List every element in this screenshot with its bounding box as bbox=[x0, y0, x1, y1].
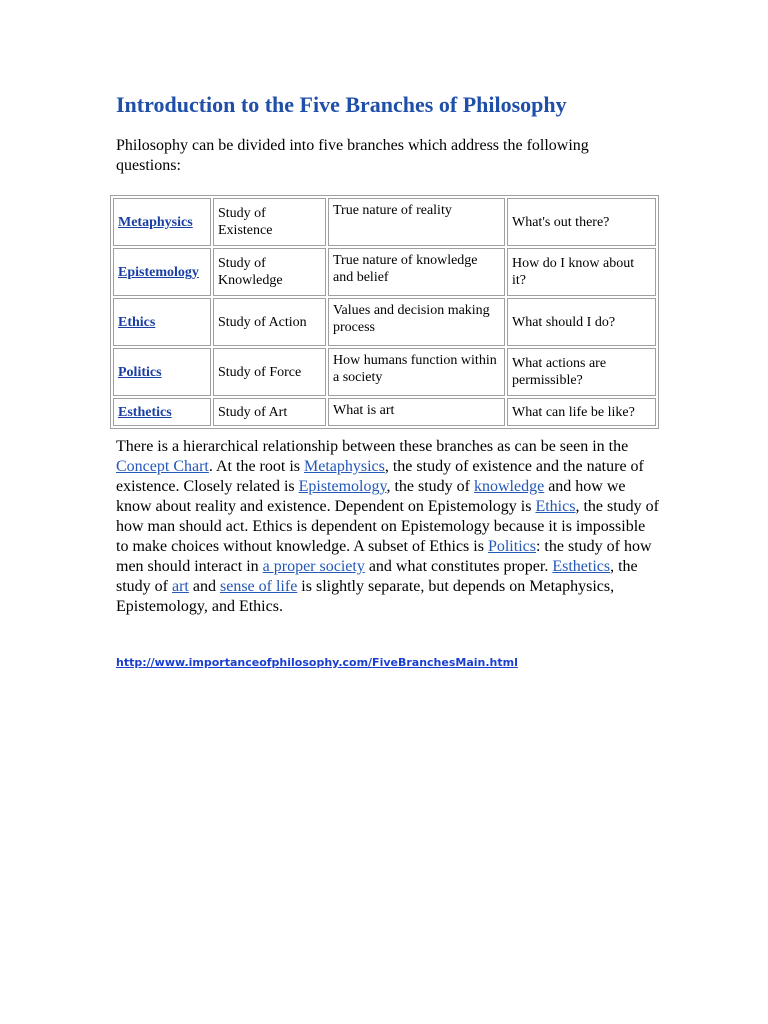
study-cell: Study of Existence bbox=[213, 198, 326, 246]
paragraph-text: and how we know about reality and existence. Dependent on Epistemology is bbox=[116, 478, 626, 515]
branch-cell bbox=[113, 248, 211, 296]
branch-link-metaphysics[interactable]: Metaphysics bbox=[118, 214, 193, 230]
question-cell: What can life be like? bbox=[507, 398, 656, 426]
paragraph-text: is slightly separate, but depends on Metaphysics, Epistemology, and Ethics. bbox=[116, 578, 615, 615]
ethics-link[interactable]: Ethics bbox=[535, 498, 576, 515]
esthetics-link[interactable]: Esthetics bbox=[552, 558, 611, 575]
proper-society-link[interactable]: a proper society bbox=[262, 558, 365, 575]
branches-table bbox=[110, 195, 659, 429]
study-cell: Study of Action bbox=[213, 298, 326, 346]
branch-link-esthetics[interactable]: Esthetics bbox=[118, 404, 172, 420]
source-url-link[interactable]: http://www.importanceofphilosophy.com/FiveBranchesMain.html bbox=[116, 656, 518, 669]
art-link[interactable]: art bbox=[172, 578, 189, 595]
intro-paragraph: Philosophy can be divided into five branches which address the following questions: bbox=[116, 137, 589, 174]
study-cell: Study of Art bbox=[213, 398, 326, 426]
branch-cell bbox=[113, 398, 211, 426]
nature-cell: What is art bbox=[328, 398, 505, 426]
paragraph-text: : the study of how men should interact in bbox=[116, 538, 652, 575]
nature-cell: True nature of reality bbox=[328, 198, 505, 246]
hierarchy-paragraph bbox=[116, 437, 661, 617]
branch-cell bbox=[113, 348, 211, 396]
politics-link[interactable]: Politics bbox=[487, 538, 536, 555]
paragraph-text: There is a hierarchical relationship between these branches as can be seen in the bbox=[116, 438, 629, 455]
sense-of-life-link[interactable]: sense of life bbox=[219, 578, 298, 595]
study-cell: Study of Force bbox=[213, 348, 326, 396]
paragraph-text: , the study of how man should act. Ethics is dependent on Epistemology because it is impossible to make choices without knowledge. A subset of Ethics is bbox=[116, 498, 659, 555]
epistemology-link[interactable]: Epistemology bbox=[298, 478, 387, 495]
nature-cell: How humans function within a society bbox=[328, 348, 505, 396]
nature-cell: True nature of knowledge and belief bbox=[328, 248, 505, 296]
branch-link-epistemology[interactable]: Epistemology bbox=[118, 264, 199, 280]
knowledge-link[interactable]: knowledge bbox=[474, 478, 545, 495]
paragraph-text: and bbox=[188, 578, 220, 595]
table-row bbox=[113, 398, 656, 426]
paragraph-text: , the study of bbox=[386, 478, 474, 495]
study-cell: Study of Knowledge bbox=[213, 248, 326, 296]
branch-link-politics[interactable]: Politics bbox=[118, 364, 162, 380]
paragraph-text: , the study of bbox=[116, 558, 638, 595]
question-cell: How do I know about it? bbox=[507, 248, 656, 296]
table-row bbox=[113, 198, 656, 246]
table-row bbox=[113, 298, 656, 346]
branch-cell bbox=[113, 298, 211, 346]
nature-cell: Values and decision making process bbox=[328, 298, 505, 346]
table-row bbox=[113, 248, 656, 296]
page-title: Introduction to the Five Branches of Philosophy bbox=[116, 92, 567, 117]
paragraph-text: and what constitutes proper. bbox=[364, 558, 553, 575]
paragraph-text: , the study of existence and the nature of existence. Closely related is bbox=[116, 458, 644, 495]
question-cell: What should I do? bbox=[507, 298, 656, 346]
metaphysics-link[interactable]: Metaphysics bbox=[303, 458, 385, 475]
concept-chart-link[interactable]: Concept Chart bbox=[116, 458, 209, 475]
question-cell: What's out there? bbox=[507, 198, 656, 246]
question-cell: What actions are permissible? bbox=[507, 348, 656, 396]
branch-cell bbox=[113, 198, 211, 246]
paragraph-text: . At the root is bbox=[208, 458, 304, 475]
branch-link-ethics[interactable]: Ethics bbox=[118, 314, 156, 330]
table-row bbox=[113, 348, 656, 396]
